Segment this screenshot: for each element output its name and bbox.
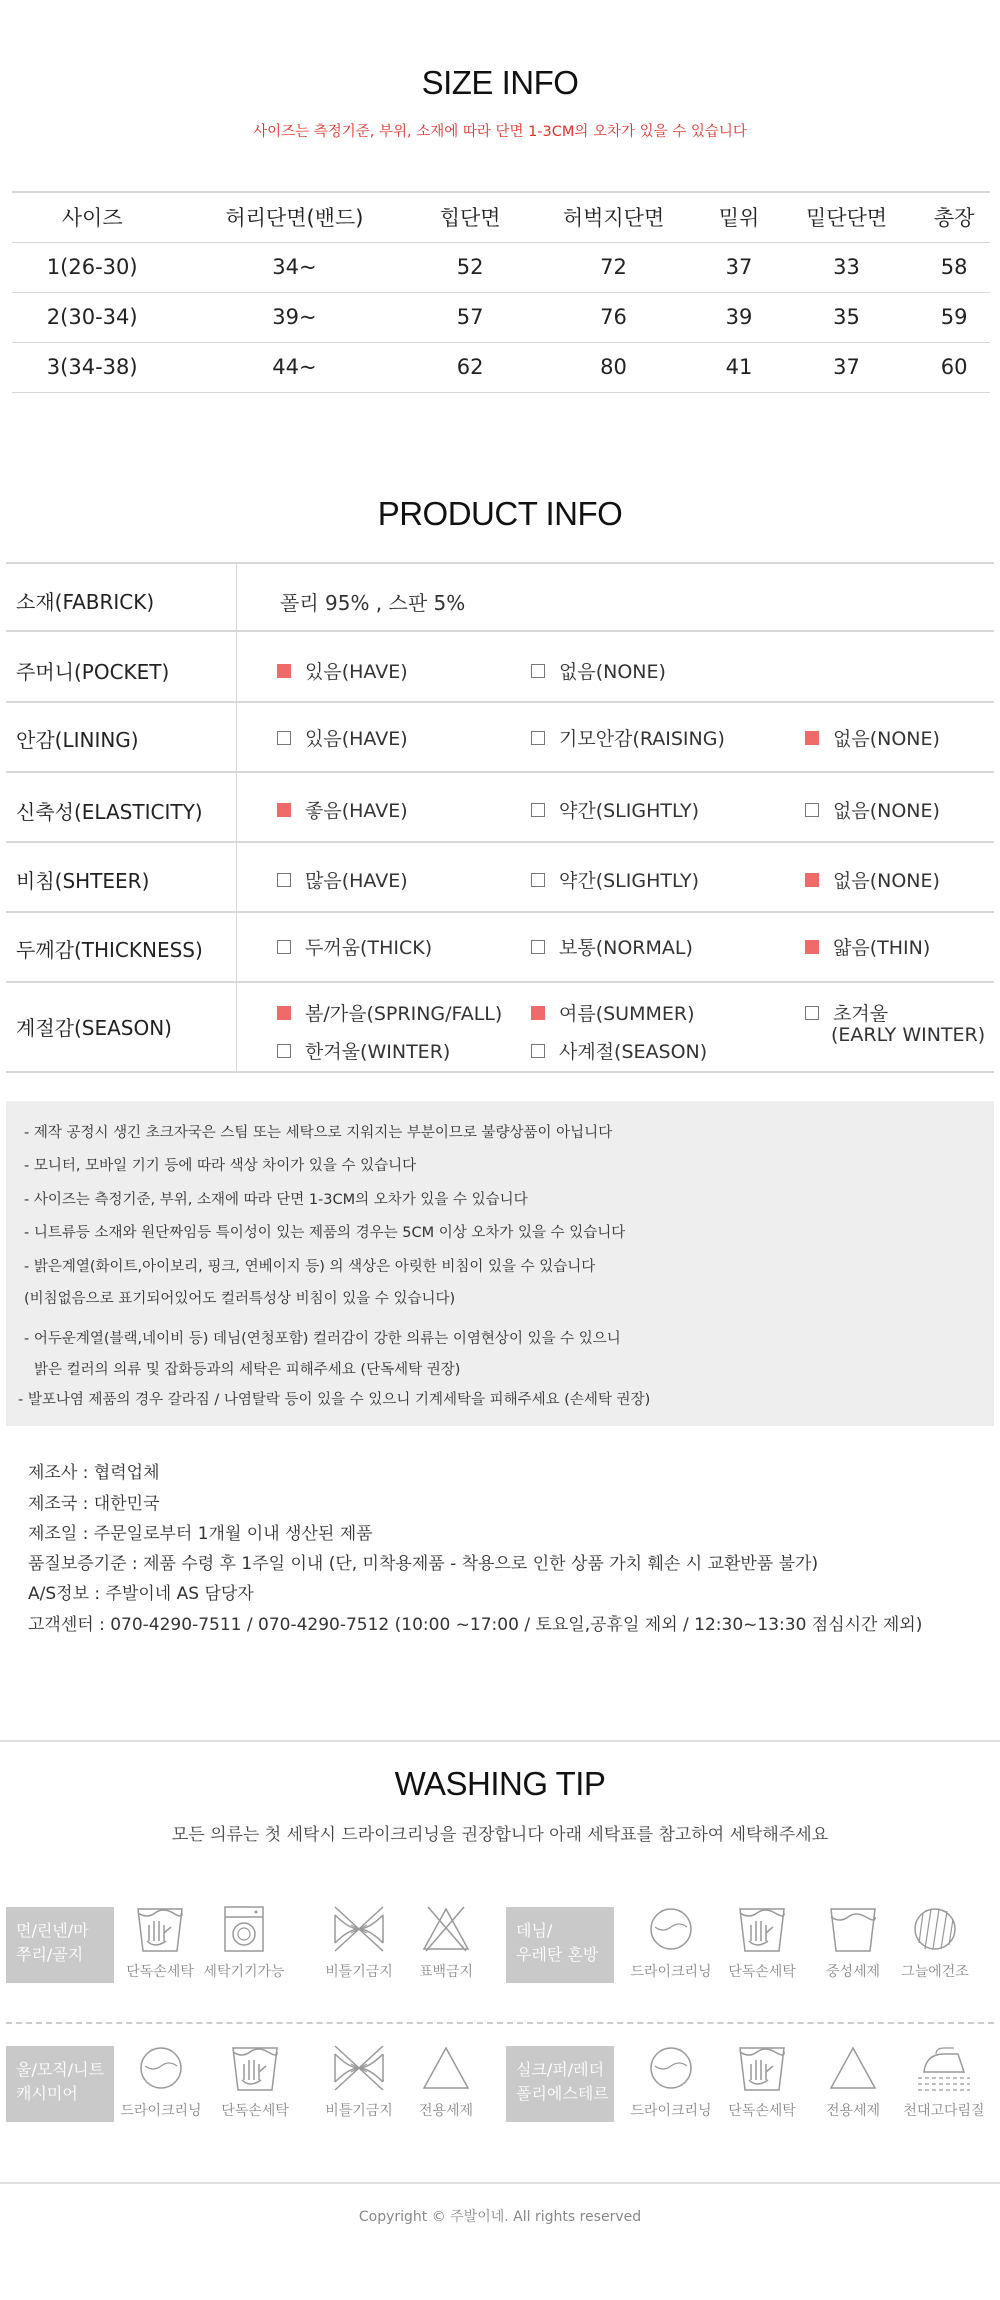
- checkbox-unchecked[interactable]: [805, 803, 819, 817]
- category-line: 실크/퍼/레더: [516, 2060, 605, 2079]
- dry-clean-icon: [645, 2042, 697, 2094]
- wash-label: 전용세제: [825, 2103, 881, 2119]
- size-table-header: [12, 192, 990, 242]
- wash-label: 표백금지: [418, 1964, 474, 1980]
- cell: 72: [524, 242, 703, 292]
- option-pocket-none[interactable]: [531, 657, 666, 684]
- shade-dry-icon: [909, 1903, 961, 1955]
- hand-wash-icon: [133, 1903, 187, 1955]
- option-label: 좋음(HAVE): [305, 800, 408, 822]
- maker-line: 품질보증기준 : 제품 수령 후 1주일 이내 (단, 미착용제품 - 착용으로 인한 상품 가치 훼손 시 교환반품 불가): [28, 1554, 819, 1574]
- cell: 37: [703, 242, 775, 292]
- wash-label: 비틀기금지: [325, 2103, 393, 2119]
- option-lining-have[interactable]: [277, 724, 408, 751]
- checkbox-unchecked[interactable]: [805, 1006, 819, 1020]
- checkbox-checked[interactable]: [805, 940, 819, 954]
- maker-line: 제조일 : 주문일로부터 1개월 이내 생산된 제품: [28, 1524, 373, 1544]
- option-sheer-have[interactable]: [277, 866, 408, 893]
- wash-item: [200, 1903, 288, 1981]
- checkbox-unchecked[interactable]: [277, 1044, 291, 1058]
- option-label: 한겨울(WINTER): [305, 1041, 451, 1063]
- bleach-triangle-icon: [420, 2042, 472, 2094]
- option-season-winter[interactable]: [277, 1037, 450, 1064]
- wash-label: 중성세제: [825, 1964, 881, 1980]
- wash-label: 그늘에건조: [901, 1964, 969, 1980]
- wash-label: 전용세제: [418, 2103, 474, 2119]
- checkbox-unchecked[interactable]: [531, 940, 545, 954]
- bleach-triangle-icon: [827, 2042, 879, 2094]
- cell: 39: [703, 292, 775, 342]
- wash-item: [211, 2042, 299, 2120]
- notice-line: - 어두운계열(블랙,네이비 등) 데님(연청포함) 컬러감이 강한 의류는 이염현상이 있을 수 있으니: [24, 1331, 621, 1347]
- washing-tip-title: WASHING TIP: [394, 1765, 606, 1802]
- wash-label: 비틀기금지: [325, 1964, 393, 1980]
- option-elasticity-slightly[interactable]: [531, 796, 699, 823]
- checkbox-checked[interactable]: [805, 873, 819, 887]
- wash-item: [116, 1903, 204, 1981]
- hand-wash-icon: [228, 2042, 282, 2094]
- checkbox-unchecked[interactable]: [531, 731, 545, 745]
- option-label: 기모안감(RAISING): [559, 728, 725, 750]
- option-label: 많음(HAVE): [305, 870, 408, 892]
- cell: 80: [524, 342, 703, 392]
- cell: 52: [416, 242, 524, 292]
- header-hem: 밑단단면: [775, 192, 918, 242]
- product-info-title: PRODUCT INFO: [377, 495, 623, 532]
- checkbox-checked[interactable]: [805, 731, 819, 745]
- fabric-label: 소재(FABRICK): [16, 590, 155, 614]
- cell: 62: [416, 342, 524, 392]
- season-label: 계절감(SEASON): [16, 1016, 172, 1040]
- category-line: 캐시미어: [16, 2084, 78, 2103]
- header-waist: 허리단면(밴드): [172, 192, 416, 242]
- wash-label: 단독손세탁: [221, 2103, 289, 2119]
- wash-label: 드라이크리닝: [630, 1964, 712, 1980]
- elasticity-label: 신축성(ELASTICITY): [16, 800, 203, 824]
- checkbox-unchecked[interactable]: [531, 664, 545, 678]
- dry-clean-icon: [645, 1903, 697, 1955]
- wash-item: [891, 1903, 979, 1981]
- dry-clean-icon: [135, 2042, 187, 2094]
- checkbox-checked[interactable]: [277, 803, 291, 817]
- cell: 2(30-34): [12, 292, 172, 342]
- wash-label: 단독손세탁: [728, 1964, 796, 1980]
- wash-item: [627, 1903, 715, 1981]
- option-pocket-have[interactable]: [277, 657, 408, 684]
- iron-cloth-icon: [914, 2042, 974, 2094]
- copyright: Copyright © 주발이네. All rights reserved: [358, 2209, 642, 2225]
- no-wring-icon: [329, 1903, 389, 1955]
- washing-subtitle: 모든 의류는 첫 세탁시 드라이크리닝을 권장합니다 아래 세탁표를 참고하여 세탁해주세요: [171, 1825, 829, 1845]
- notice-line: - 제작 공정시 생긴 초크자국은 스팀 또는 세탁으로 지워지는 부분이므로 불량상품이 아닙니다: [24, 1125, 613, 1141]
- option-season-all[interactable]: [531, 1037, 707, 1064]
- wash-item: [402, 2042, 490, 2120]
- notice-line: (비침없음으로 표기되어있어도 컬러특성상 비침이 있을 수 있습니다): [24, 1291, 456, 1307]
- size-note: 사이즈는 측정기준, 부위, 소재에 따라 단면 1-3CM의 오차가 있을 수 있습니다: [253, 124, 747, 140]
- option-label: 없음(NONE): [559, 661, 666, 683]
- size-info-title: SIZE INFO: [421, 64, 579, 101]
- option-label: 보통(NORMAL): [559, 937, 693, 959]
- option-season-spring-fall[interactable]: [277, 999, 502, 1026]
- cell: 35: [775, 292, 918, 342]
- thickness-label: 두께감(THICKNESS): [16, 938, 203, 962]
- divider: [6, 2022, 994, 2024]
- option-lining-none[interactable]: [805, 724, 940, 751]
- category-line: 쭈리/골지: [16, 1945, 84, 1964]
- wash-item: [809, 2042, 897, 2120]
- notice-box: [6, 1101, 994, 1426]
- category-denim: [506, 1907, 614, 1983]
- maker-line: 제조국 : 대한민국: [28, 1494, 160, 1514]
- cell: 33: [775, 242, 918, 292]
- option-label-line2: (EARLY WINTER): [831, 1024, 986, 1046]
- cell: 34~: [172, 242, 416, 292]
- checkbox-checked[interactable]: [277, 1006, 291, 1020]
- header-size: 사이즈: [12, 192, 172, 242]
- cell: 57: [416, 292, 524, 342]
- cell: 1(26-30): [12, 242, 172, 292]
- checkbox-unchecked[interactable]: [277, 940, 291, 954]
- option-label: 두꺼움(THICK): [305, 937, 433, 959]
- divider: [0, 2182, 1000, 2184]
- option-label: 사계절(SEASON): [559, 1041, 708, 1063]
- pocket-label: 주머니(POCKET): [16, 660, 170, 684]
- cell: 41: [703, 342, 775, 392]
- option-sheer-none[interactable]: [805, 866, 940, 893]
- option-elasticity-none[interactable]: [805, 796, 940, 823]
- maker-line: A/S정보 : 주발이네 AS 담당자: [28, 1584, 254, 1604]
- checkbox-unchecked[interactable]: [531, 803, 545, 817]
- notice-line: - 발포나염 제품의 경우 갈라짐 / 나염탈락 등이 있을 수 있으니 기계세탁을 피해주세요 (손세탁 권장): [18, 1392, 651, 1408]
- wash-label: 천대고다림질: [903, 2103, 985, 2119]
- option-lining-raising[interactable]: [531, 724, 725, 751]
- notice-line: - 니트류등 소재와 원단짜임등 특이성이 있는 제품의 경우는 5CM 이상 오차가 있을 수 있습니다: [24, 1225, 626, 1241]
- wash-label: 단독손세탁: [728, 2103, 796, 2119]
- category-cotton-linen: [6, 1907, 114, 1983]
- option-elasticity-have[interactable]: [277, 796, 408, 823]
- wash-item: [718, 1903, 806, 1981]
- wash-label: 세탁기기가능: [203, 1964, 285, 1980]
- category-wool: [6, 2046, 114, 2122]
- option-label: 약간(SLIGHTLY): [559, 800, 700, 822]
- wash-label: 단독손세탁: [126, 1964, 194, 1980]
- cell: 37: [775, 342, 918, 392]
- checkbox-unchecked[interactable]: [277, 731, 291, 745]
- option-label: 초겨울: [833, 1003, 889, 1025]
- cell: 44~: [172, 342, 416, 392]
- option-thickness-thin[interactable]: [805, 933, 930, 960]
- option-season-summer[interactable]: [531, 999, 695, 1026]
- wash-item: [627, 2042, 715, 2120]
- category-line: 면/린넨/마: [16, 1921, 89, 1940]
- cell: 3(34-38): [12, 342, 172, 392]
- header-thigh: 허벅지단면: [524, 192, 703, 242]
- checkbox-checked[interactable]: [531, 1006, 545, 1020]
- header-hip: 힙단면: [416, 192, 524, 242]
- cell: 58: [918, 242, 990, 292]
- wash-item: [117, 2042, 205, 2120]
- category-line: 데님/: [516, 1921, 553, 1940]
- lining-label: 안감(LINING): [16, 728, 139, 752]
- header-length: 총장: [918, 192, 990, 242]
- wash-item: [718, 2042, 806, 2120]
- table-row: [12, 242, 990, 292]
- customer-center: 고객센터 : 070-4290-7511 / 070-4290-7512 (10:00 ~17:00 / 토요일,공휴일 제외 / 12:30~13:30 점심시간 제외): [28, 1615, 923, 1635]
- category-line: 우레탄 혼방: [516, 1945, 599, 1964]
- table-row: [12, 292, 990, 342]
- no-wring-icon: [329, 2042, 389, 2094]
- notice-line: - 밝은계열(화이트,아이보리, 핑크, 연베이지 등) 의 색상은 아릿한 비침이 있을 수 있습니다: [24, 1259, 596, 1275]
- option-label: 봄/가을(SPRING/FALL): [305, 1003, 503, 1025]
- cell: 60: [918, 342, 990, 392]
- wash-label: 드라이크리닝: [120, 2103, 202, 2119]
- option-label: 없음(NONE): [833, 800, 940, 822]
- sheer-label: 비침(SHTEER): [16, 869, 150, 893]
- notice-line: - 모니터, 모바일 기기 등에 따라 색상 차이가 있을 수 있습니다: [24, 1158, 417, 1174]
- fabric-value: 폴리 95% , 스판 5%: [280, 591, 466, 615]
- checkbox-unchecked[interactable]: [531, 873, 545, 887]
- divider: [0, 1740, 1000, 1742]
- category-line: 울/모직/니트: [16, 2060, 105, 2079]
- checkbox-unchecked[interactable]: [277, 873, 291, 887]
- category-silk: [506, 2046, 614, 2122]
- option-sheer-slightly[interactable]: [531, 866, 699, 893]
- option-label: 있음(HAVE): [305, 728, 408, 750]
- option-label: 얇음(THIN): [833, 937, 931, 959]
- wash-item: [900, 2042, 988, 2120]
- notice-line: - 사이즈는 측정기준, 부위, 소재에 따라 단면 1-3CM의 오차가 있을 수 있습니다: [24, 1192, 528, 1208]
- header-rise: 밑위: [703, 192, 775, 242]
- wash-label: 드라이크리닝: [630, 2103, 712, 2119]
- option-label: 약간(SLIGHTLY): [559, 870, 700, 892]
- table-row: [12, 342, 990, 392]
- cell: 39~: [172, 292, 416, 342]
- checkbox-unchecked[interactable]: [531, 1044, 545, 1058]
- hand-wash-icon: [735, 2042, 789, 2094]
- no-bleach-icon: [420, 1903, 472, 1955]
- wash-item: [315, 1903, 403, 1981]
- wash-item: [315, 2042, 403, 2120]
- category-line: 폴리에스테르: [516, 2084, 609, 2103]
- wash-item: [809, 1903, 897, 1981]
- notice-line: 밝은 컬러의 의류 및 잡화등과의 세탁은 피해주세요 (단독세탁 권장): [34, 1362, 461, 1378]
- option-label: 여름(SUMMER): [559, 1003, 695, 1025]
- option-thickness-normal[interactable]: [531, 933, 693, 960]
- option-label: 없음(NONE): [833, 728, 940, 750]
- size-table: [12, 191, 990, 393]
- neutral-detergent-icon: [826, 1903, 880, 1955]
- maker-line: 제조사 : 협력업체: [28, 1463, 160, 1483]
- option-label: 없음(NONE): [833, 870, 940, 892]
- cell: 59: [918, 292, 990, 342]
- checkbox-checked[interactable]: [277, 664, 291, 678]
- option-season-early-winter[interactable]: [805, 999, 888, 1026]
- cell: 76: [524, 292, 703, 342]
- option-label: 있음(HAVE): [305, 661, 408, 683]
- washing-machine-icon: [221, 1903, 267, 1955]
- hand-wash-icon: [735, 1903, 789, 1955]
- option-thickness-thick[interactable]: [277, 933, 432, 960]
- wash-item: [402, 1903, 490, 1981]
